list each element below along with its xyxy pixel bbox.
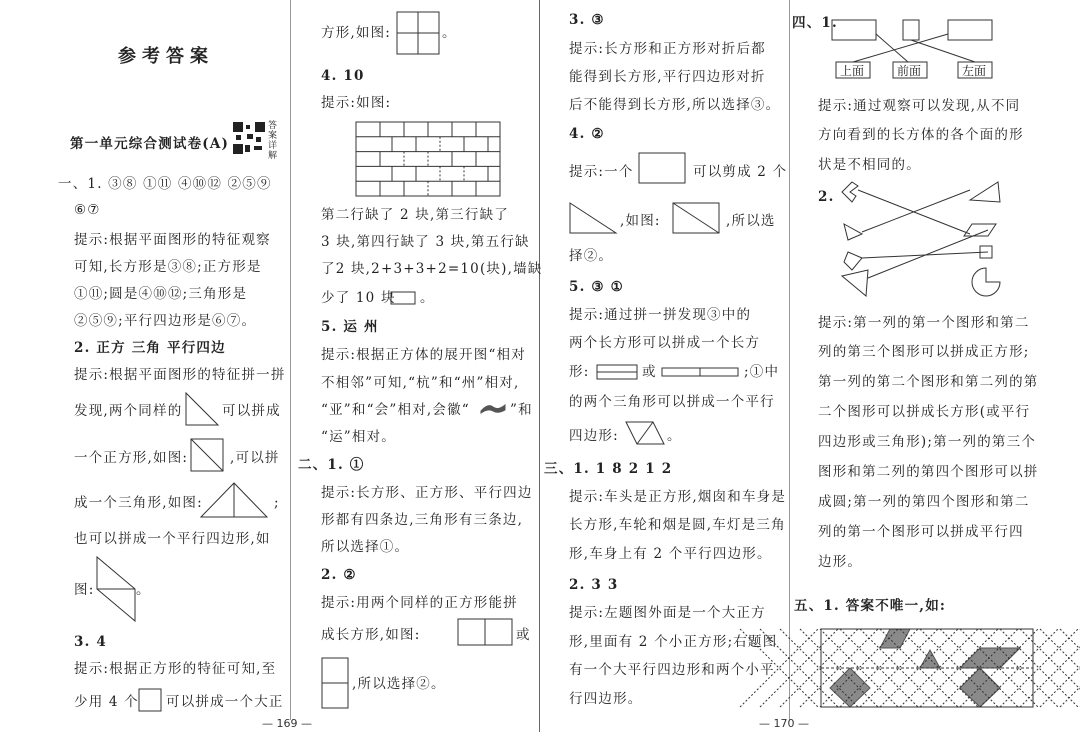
parallelogram-figure bbox=[625, 421, 665, 445]
hint-line: 也可以拼成一个平行四边形,如 bbox=[74, 531, 271, 547]
answer-line: 四、1. bbox=[792, 15, 838, 31]
hint-line: 提示:第一列的第一个图形和第二 bbox=[818, 315, 1030, 331]
square-from-triangles-figure bbox=[190, 438, 224, 472]
hint-line: “运”相对。 bbox=[321, 429, 397, 445]
hint-line: 不相邻”可知,“杭”和“州”相对, bbox=[321, 375, 520, 391]
hint-line: 方向看到的长方体的各个面的形 bbox=[818, 127, 1024, 143]
parallelogram-from-triangles-figure bbox=[96, 556, 136, 622]
answer-line: 5. ③ ① bbox=[569, 279, 624, 295]
hint-line: 少了 10 块 bbox=[321, 290, 396, 306]
hint-line: 了2 块,2+3+3+2=10(块),墙缺 bbox=[321, 261, 543, 277]
hint-line: 择②。 bbox=[569, 248, 614, 264]
view-label-left: 左面 bbox=[962, 64, 987, 78]
qr-caption: 答案详解 bbox=[268, 121, 278, 161]
answer-line: 2. ② bbox=[321, 567, 357, 583]
hint-line: ,可以拼 bbox=[230, 450, 280, 466]
hint-line: 提示:通过拼一拼发现③中的 bbox=[569, 307, 752, 323]
hint-line: 可以剪成 2 个 bbox=[693, 164, 788, 180]
answer-line: ⑥⑦ bbox=[74, 202, 101, 218]
answer-line: 3. ③ bbox=[569, 12, 605, 28]
hint-line: ②⑤⑨;平行四边形是⑥⑦。 bbox=[74, 313, 257, 329]
hint-line: 提示:根据正方体的展开图“相对 bbox=[321, 347, 526, 363]
hint-line: 提示:用两个同样的正方形能拼 bbox=[321, 595, 518, 611]
hint-line: 行四边形。 bbox=[569, 691, 643, 707]
hint-line: 一个正方形,如图: bbox=[74, 450, 189, 466]
lattice-figure bbox=[820, 628, 1034, 708]
hint-line: ; bbox=[274, 495, 280, 511]
rectangle-figure bbox=[638, 152, 686, 184]
page-divider bbox=[539, 0, 540, 732]
hint-line: 提示:长方形和正方形对折后都 bbox=[569, 41, 766, 57]
two-squares-horizontal-figure bbox=[457, 618, 513, 646]
hint-line: ,所以选 bbox=[726, 213, 776, 229]
hint-line: 提示:根据平面图形的特征拼一拼 bbox=[74, 367, 286, 383]
hint-line: 有一个大平行四边形和两个小平 bbox=[569, 662, 775, 678]
hint-line: 四边形或三角形);第一列的第三个 bbox=[818, 434, 1037, 450]
answer-line: 2. 正方 三角 平行四边 bbox=[74, 340, 226, 356]
answer-line: 4. ② bbox=[569, 126, 605, 142]
hint-line: 第一列的第二个图形和第二列的第 bbox=[818, 374, 1039, 390]
hint-line: 发现,两个同样的 bbox=[74, 403, 183, 419]
hint-line: 。 bbox=[667, 428, 682, 444]
rectangle-cut-figure bbox=[672, 202, 720, 234]
hint-line: 形,里面有 2 个小正方形;右题图 bbox=[569, 634, 778, 650]
hint-line: 状是不相同的。 bbox=[818, 157, 921, 173]
hint-line: 。 bbox=[136, 582, 151, 598]
hint-line: 图: bbox=[74, 582, 95, 598]
column-divider bbox=[789, 0, 790, 720]
hint-line: ①⑪;圆是④⑩⑫;三角形是 bbox=[74, 286, 248, 302]
hint-line: 提示:长方形、正方形、平行四边 bbox=[321, 485, 533, 501]
hint-line: 列的第一个图形可以拼成平行四 bbox=[818, 524, 1024, 540]
hint-line: 成圆;第一列的第四个图形和第二 bbox=[818, 494, 1030, 510]
section-title: 第一单元综合测试卷(A) bbox=[70, 136, 230, 152]
triangle-figure bbox=[185, 392, 219, 426]
hint-line: 成长方形,如图: bbox=[321, 627, 421, 643]
stacked-rectangles-figure bbox=[596, 364, 638, 380]
hint-line: 方形,如图: bbox=[321, 25, 392, 41]
hint-line: 图形和第二列的第四个图形可以拼 bbox=[818, 464, 1039, 480]
big-square-figure bbox=[396, 11, 440, 55]
brick-figure bbox=[390, 291, 416, 305]
hint-line: 提示:根据正方形的特征可知,至 bbox=[74, 661, 277, 677]
small-square-figure bbox=[138, 688, 162, 712]
hint-line: 能得到长方形,平行四边形对折 bbox=[569, 69, 766, 85]
hint-line: ;①中 bbox=[744, 364, 780, 380]
shape-matching-figure bbox=[838, 178, 1008, 304]
answer-line: 2. bbox=[818, 189, 835, 205]
hint-line: ”和 bbox=[510, 402, 533, 418]
hint-line: 的两个三角形可以拼成一个平行 bbox=[569, 394, 775, 410]
hint-line: ,如图: bbox=[620, 213, 661, 229]
hint-line: 后不能得到长方形,所以选择③。 bbox=[569, 97, 781, 113]
hint-line: 提示:一个 bbox=[569, 164, 634, 180]
hint-line: 形都有四条边,三角形有三条边, bbox=[321, 512, 524, 528]
hint-line: 列的第三个图形可以拼成正方形; bbox=[818, 344, 1030, 360]
answer-line: 一、1. ③⑧ ①⑪ ④⑩⑫ ②⑤⑨ bbox=[58, 176, 272, 192]
hint-line: 或 bbox=[516, 627, 531, 643]
view-label-front: 前面 bbox=[897, 64, 922, 78]
hint-line: 两个长方形可以拼成一个长方 bbox=[569, 335, 761, 351]
brick-wall-figure bbox=[355, 121, 501, 197]
hint-line: 成一个三角形,如图: bbox=[74, 495, 203, 511]
hint-line: 或 bbox=[642, 364, 657, 380]
hint-line: 形,车身上有 2 个平行四边形。 bbox=[569, 546, 772, 562]
hint-line: 边形。 bbox=[818, 554, 863, 570]
answer-line: 二、1. ① bbox=[298, 457, 365, 473]
hint-line: 四边形: bbox=[569, 428, 619, 444]
hint-line: 提示:根据平面图形的特征观察 bbox=[74, 232, 271, 248]
answer-line: 4. 10 bbox=[321, 68, 365, 84]
answer-line: 3. 4 bbox=[74, 634, 107, 650]
hint-line: 提示:左题图外面是一个大正方 bbox=[569, 605, 766, 621]
page-number: — 170 — bbox=[759, 717, 809, 730]
triangle-from-triangles-figure bbox=[200, 482, 268, 518]
qr-code-icon bbox=[232, 121, 266, 155]
hint-line: 可以拼成 bbox=[222, 403, 281, 419]
hint-line: 少用 4 个 bbox=[74, 694, 139, 710]
hint-line: 二个图形可以拼成长方形(或平行 bbox=[818, 404, 1031, 420]
right-triangle-figure bbox=[569, 202, 617, 234]
hint-line: 提示:通过观察可以发现,从不同 bbox=[818, 98, 1021, 114]
hint-line: 提示:如图: bbox=[321, 95, 392, 111]
hint-line: ,所以选择②。 bbox=[352, 676, 446, 692]
page-number: — 169 — bbox=[262, 717, 312, 730]
hint-line: 长方形,车轮和烟是圆,车灯是三角 bbox=[569, 517, 786, 533]
hint-line: 3 块,第四行缺了 3 块,第五行缺 bbox=[321, 234, 530, 250]
page-title: 参考答案 bbox=[118, 46, 214, 67]
answer-line: 三、1. 1 8 2 1 2 bbox=[544, 461, 673, 477]
hint-line: 可以拼成一个大正 bbox=[166, 694, 284, 710]
asian-games-emblem-icon bbox=[480, 402, 506, 414]
hint-line: 第二行缺了 2 块,第三行缺了 bbox=[321, 207, 509, 223]
hint-line: 形: bbox=[569, 364, 590, 380]
hint-line: 可知,长方形是③⑧;正方形是 bbox=[74, 259, 262, 275]
hint-line: 提示:车头是正方形,烟囱和车身是 bbox=[569, 489, 787, 505]
two-squares-vertical-figure bbox=[321, 657, 349, 709]
column-divider bbox=[290, 0, 291, 720]
long-rectangles-figure bbox=[661, 367, 739, 377]
answer-line: 2. 3 3 bbox=[569, 577, 619, 593]
hint-line: 。 bbox=[420, 290, 435, 306]
view-label-top: 上面 bbox=[840, 64, 865, 78]
hint-line: “亚”和“会”相对,会徽“ bbox=[321, 402, 470, 418]
answer-line: 5. 运 州 bbox=[321, 319, 379, 335]
answer-line: 五、1. 答案不唯一,如: bbox=[794, 598, 947, 614]
hint-line: 所以选择①。 bbox=[321, 539, 410, 555]
hint-line: 。 bbox=[442, 25, 457, 41]
